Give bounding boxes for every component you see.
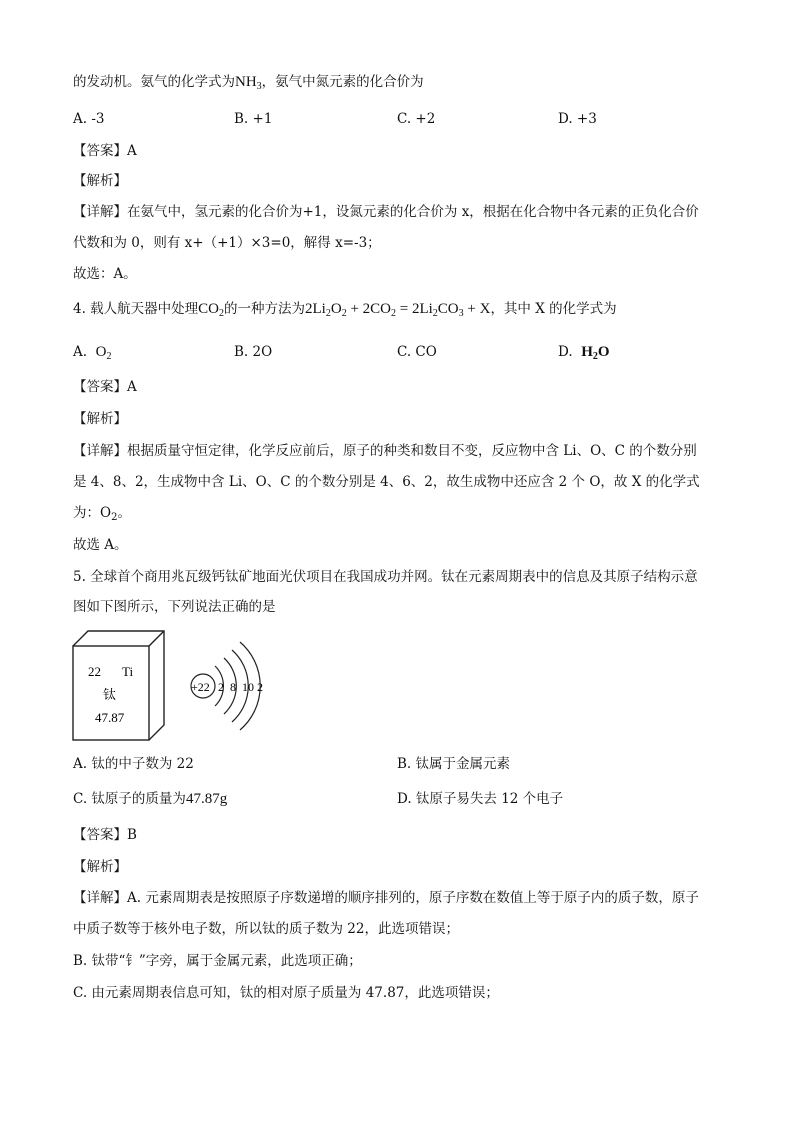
q4-option-b: B. 2O bbox=[234, 344, 273, 360]
q4-stem bbox=[73, 300, 617, 318]
q5-option-c: C. 钛原子的质量为47.87g bbox=[73, 791, 228, 807]
q4-answer: 【答案】A bbox=[73, 379, 137, 395]
q5-stem-line-1: 5. 全球首个商用兆瓦级钙钛矿地面光伏项目在我国成功并网。钛在元素周期表中的信息及其原子结构示意 bbox=[73, 569, 698, 585]
atom-diagram bbox=[191, 642, 263, 730]
q3-analysis-label: 【解析】 bbox=[73, 173, 127, 189]
q4-stem-text: 4. 载人航天器中处理 bbox=[73, 301, 199, 317]
element-name: 钛 bbox=[103, 688, 117, 703]
q4-analysis-label: 【解析】 bbox=[73, 411, 127, 427]
q5-stem-line-2: 图如下图所示，下列说法正确的是 bbox=[73, 599, 276, 615]
q5-option-c-value: 47.87g bbox=[185, 791, 228, 807]
q4-detail-line-3: 为：$O_2$。 bbox=[73, 505, 131, 523]
q3-stem-text: 的发动机。氨气的化学式为 bbox=[73, 74, 235, 90]
q5-analysis-label: 【解析】 bbox=[73, 859, 127, 875]
q3-stem-tail: ，氨气中氮元素的化合价为 bbox=[261, 74, 424, 90]
q4-stem-mid: 的一种方法为 bbox=[224, 301, 306, 317]
q4-option-d: D. $H_2O$ bbox=[558, 344, 610, 362]
titanium-figure bbox=[72, 630, 282, 742]
atomic-mass: 47.87 bbox=[95, 710, 125, 725]
q3-conclusion: 故选：A。 bbox=[73, 266, 137, 282]
q4-stem-tail: ，其中 X 的化学式为 bbox=[490, 301, 617, 317]
shell-electron-counts: 2 8 10 2 bbox=[218, 680, 263, 694]
q4-detail-line-1: 【详解】根据质量守恒定律，化学反应前后，原子的种类和数目不变，反应物中含 Li、O、C 的个数分别 bbox=[73, 443, 697, 459]
q3-option-d: D. +3 bbox=[558, 111, 597, 127]
q5-detail-line-3: B. 钛带“钅”字旁，属于金属元素，此选项正确； bbox=[73, 953, 362, 969]
q3-option-b: B. +1 bbox=[234, 111, 273, 127]
nh3-formula: $NH_3$ bbox=[235, 74, 262, 92]
nucleus-charge: +22 bbox=[191, 680, 210, 694]
q5-option-a: A. 钛的中子数为 22 bbox=[73, 756, 194, 772]
q5-option-b: B. 钛属于金属元素 bbox=[397, 756, 511, 772]
q3-option-a: A. -3 bbox=[73, 111, 105, 127]
q4-option-c: C. CO bbox=[397, 344, 437, 360]
q3-stem bbox=[73, 73, 424, 91]
q5-detail-line-1: 【详解】A. 元素周期表是按照原子序数递增的顺序排列的，原子序数在数值上等于原子内的质子数，原子 bbox=[73, 890, 699, 906]
q5-answer: 【答案】B bbox=[73, 827, 137, 843]
q5-detail-line-4: C. 由元素周期表信息可知，钛的相对原子质量为 47.87，此选项错误； bbox=[73, 985, 499, 1001]
q3-detail-line-1: 【详解】在氨气中，氢元素的化合价为+1，设氮元素的化合价为 x，根据在化合物中各元素的正负化合价 bbox=[73, 204, 699, 220]
q3-answer: 【答案】A bbox=[73, 143, 137, 159]
atomic-number: 22 bbox=[88, 664, 101, 679]
q4-conclusion: 故选 A。 bbox=[73, 537, 128, 553]
q3-option-c: C. +2 bbox=[397, 111, 436, 127]
q3-detail-line-2: 代数和为 0，则有 x+（+1）×3=0，解得 x=-3； bbox=[73, 235, 381, 251]
co2-formula: $CO_2$ bbox=[198, 301, 225, 319]
reaction-equation: $2Li_2O_2 + 2CO_2 = 2Li_2CO_3 + X$ bbox=[305, 301, 491, 319]
q4-detail-line-2: 是 4、8、2，生成物中含 Li、O、C 的个数分别是 4、6、2，故生成物中还应含 2 个 O，故 X 的化学式 bbox=[73, 474, 700, 490]
element-cell-edge bbox=[149, 631, 164, 646]
q4-option-a: A. $O_2$ bbox=[73, 344, 112, 362]
q5-option-d: D. 钛原子易失去 12 个电子 bbox=[397, 791, 564, 807]
q5-detail-line-2: 中质子数等于核外电子数，所以钛的质子数为 22，此选项错误； bbox=[73, 921, 459, 937]
element-symbol: Ti bbox=[122, 664, 134, 679]
